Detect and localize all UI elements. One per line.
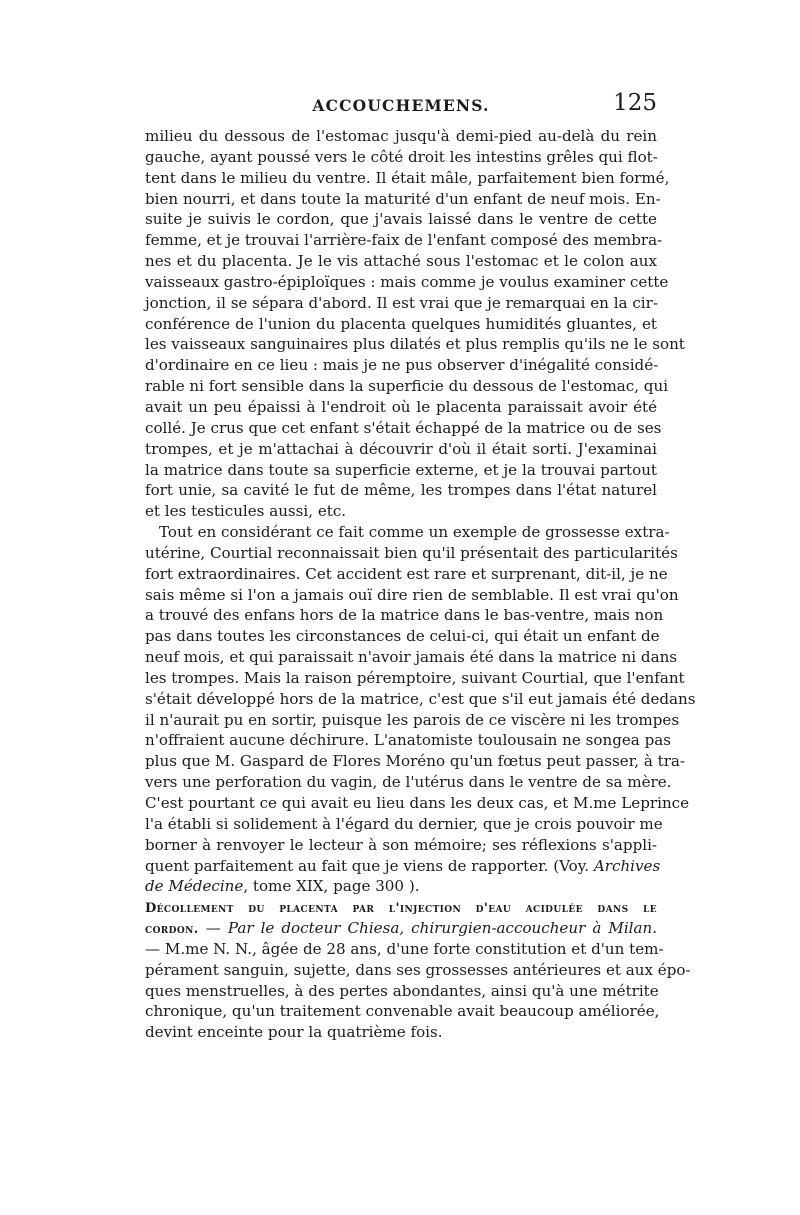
text-line: fort extraordinaires. Cet accident est rare et surprenant, dit-il, je ne — [145, 564, 668, 583]
text-line: a trouvé des enfans hors de la matrice dans le bas-ventre, mais non — [145, 606, 664, 625]
text-line: pas dans toutes les circonstances de celui-ci, qui était un enfant de — [145, 627, 660, 646]
text-line: milieu du dessous de l'estomac jusqu'à demi-pied au-delà du rein — [145, 127, 657, 145]
text-line: conférence de l'union du placenta quelques humidités gluantes, et — [145, 314, 657, 333]
text-line: borner à renvoyer le lecteur à son mémoire; ses réflexions s'appli- — [145, 835, 657, 854]
text-line: — M.me N. N., âgée de 28 ans, d'une forte constitution et d'un tem- — [145, 939, 664, 958]
text-line: chronique, qu'un traitement convenable avait beaucoup améliorée, — [145, 1002, 660, 1021]
text-line: collé. Je crus que cet enfant s'était échappé de la matrice ou de ses — [145, 418, 662, 437]
text-line: plus que M. Gaspard de Flores Moréno qu'un fœtus peut passer, à tra- — [145, 752, 686, 771]
section-heading-line — [145, 897, 657, 918]
running-head: ACCOUCHEMENS. — [312, 96, 490, 115]
text-line: neuf mois, et qui paraissait n'avoir jamais été dans la matrice ni dans — [145, 648, 678, 667]
text-line: et les testicules aussi, etc. — [145, 502, 347, 521]
text-line: n'offraient aucune déchirure. L'anatomiste toulousain ne songea pas — [145, 731, 671, 750]
text-line: jonction, il se sépara d'abord. Il est vrai que je remarquai en la cir- — [145, 293, 658, 312]
text-line-segment: quent parfaitement au fait que je viens de rapporter. (Voy. — [145, 856, 594, 875]
text-line: d'ordinaire en ce lieu : mais je ne pus observer d'inégalité considé- — [145, 356, 659, 375]
page-header — [145, 90, 657, 120]
text-line: devint enceinte pour la quatrième fois. — [145, 1023, 443, 1042]
citation-details: , tome XIX, page 300 ). — [243, 877, 420, 896]
text-line: tent dans le milieu du ventre. Il était mâle, parfaitement bien formé, — [145, 168, 670, 187]
text-line: sais même si l'on a jamais ouï dire rien de semblable. Il est vrai qu'on — [145, 585, 679, 604]
text-line: avait un peu épaissi à l'endroit où le placenta paraissait avoir été — [145, 397, 657, 416]
citation-line — [145, 856, 661, 877]
text-line: utérine, Courtial reconnaissait bien qu'il présentait des particularités — [145, 543, 678, 562]
text-line: vers une perforation du vagin, de l'utérus dans le ventre de sa mère. — [145, 773, 672, 792]
text-line: suite je suivis le cordon, que j'avais laissé dans le ventre de cette — [145, 210, 657, 229]
text-line: l'a établi si solidement à l'égard du dernier, que je crois pouvoir me — [145, 814, 663, 833]
section-title-end: cordon. — [145, 922, 199, 938]
citation-line — [145, 876, 657, 897]
text-line: pérament sanguin, sujette, dans ses grossesses antérieures et aux épo- — [145, 960, 691, 979]
text-line: bien nourri, et dans toute la maturité d'un enfant de neuf mois. En- — [145, 189, 661, 208]
section-heading-line — [145, 918, 657, 939]
text-line: gauche, ayant poussé vers le côté droit les intestins grêles qui flot- — [145, 147, 658, 166]
journal-title-continued: de Médecine — [145, 877, 244, 896]
text-line: C'est pourtant ce qui avait eu lieu dans les deux cas, et M.me Leprince — [145, 794, 690, 812]
text-line: rable ni fort sensible dans la superficie du dessous de l'estomac, qui — [145, 377, 669, 396]
page-number: 125 — [613, 90, 657, 116]
body-text — [145, 126, 696, 1043]
text-line: s'était développé hors de la matrice, c'est que s'il eut jamais été dedans — [145, 689, 696, 708]
text-line: Tout en considérant ce fait comme un exemple de grossesse extra- — [159, 523, 670, 542]
text-line: les vaisseaux sanguinaires plus dilatés et plus remplis qu'ils ne le sont — [145, 335, 685, 354]
text-line: fort unie, sa cavité le fut de même, les trompes dans l'état naturel — [145, 481, 657, 500]
text-line: ques menstruelles, à des pertes abondantes, ainsi qu'à une métrite — [145, 981, 659, 1000]
text-line: femme, et je trouvai l'arrière-faix de l'enfant composé des membra- — [145, 231, 663, 250]
journal-title: Archives — [593, 856, 661, 875]
text-line: nes et du placenta. Je le vis attaché sous l'estomac et le colon aux — [145, 252, 657, 271]
text-line: la matrice dans toute sa superficie externe, et je la trouvai partout — [145, 460, 657, 479]
section-dash: — — [198, 919, 228, 938]
text-line: les trompes. Mais la raison péremptoire, suivant Courtial, que l'enfant — [145, 668, 685, 687]
text-line: vaisseaux gastro-épiploïques : mais comme je voulus examiner cette — [145, 272, 669, 291]
text-line: il n'aurait pu en sortir, puisque les parois de ce viscère ni les trompes — [145, 710, 680, 729]
section-author: Par le docteur Chiesa, chirurgien-accoucheur à Milan. — [227, 919, 657, 938]
section-title: Décollement du placenta par l'injection d'eau acidulée dans le — [145, 901, 657, 917]
text-line: trompes, et je m'attachai à découvrir d'où il était sorti. J'examinai — [145, 439, 657, 458]
